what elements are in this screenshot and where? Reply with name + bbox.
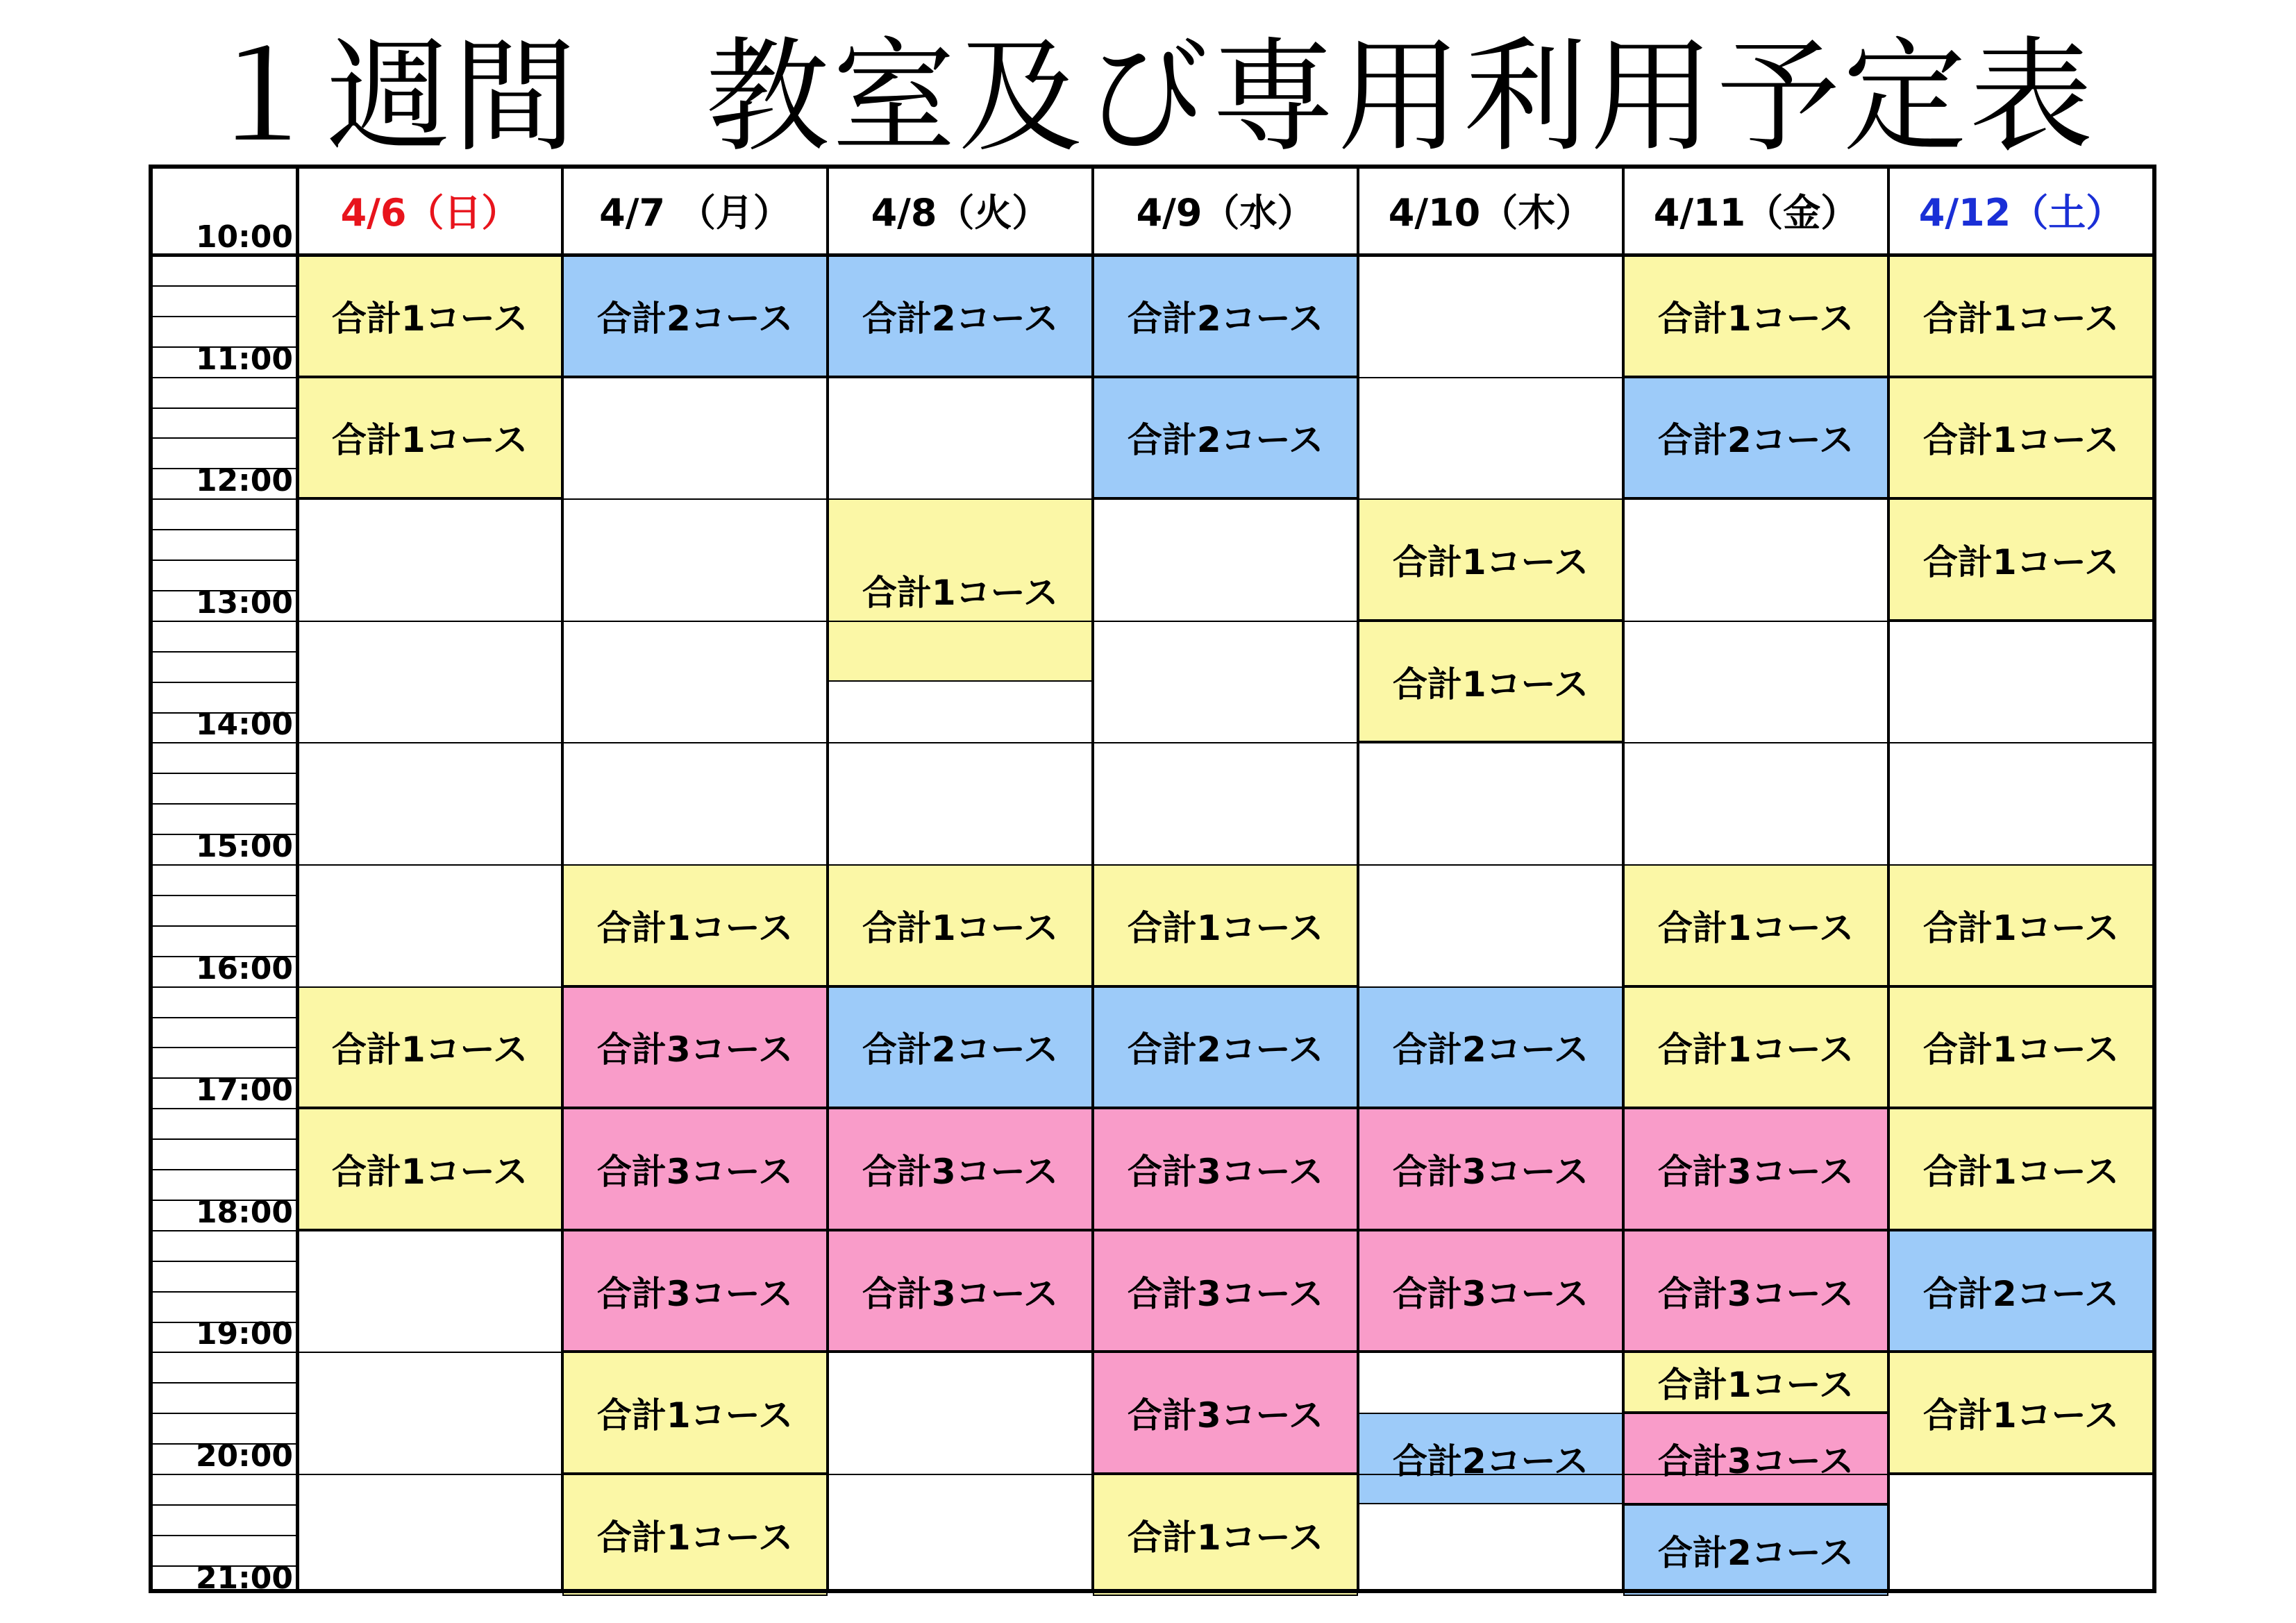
quarter-hour-tick <box>149 346 297 348</box>
hour-line <box>297 1474 2154 1475</box>
booking-block: 合計2コース <box>1888 1230 2154 1352</box>
column-divider <box>826 165 829 1593</box>
quarter-hour-tick <box>149 560 297 561</box>
quarter-hour-tick <box>149 468 297 469</box>
quarter-hour-tick <box>149 682 297 683</box>
booking-block: 合計3コース <box>1093 1352 1358 1474</box>
hour-line <box>297 621 2154 622</box>
booking-block: 合計3コース <box>1358 1230 1623 1352</box>
quarter-hour-tick <box>149 925 297 927</box>
quarter-hour-tick <box>149 437 297 439</box>
quarter-hour-tick <box>149 1443 297 1445</box>
booking-block: 合計1コース <box>1888 1352 2154 1474</box>
booking-block: 合計2コース <box>1623 1504 1888 1596</box>
quarter-hour-tick <box>149 1413 297 1414</box>
time-label: 21:00 <box>195 1560 293 1596</box>
quarter-hour-tick <box>149 834 297 835</box>
quarter-hour-tick <box>149 803 297 805</box>
booking-block: 合計2コース <box>1093 986 1358 1109</box>
booking-block: 合計1コース <box>562 1352 828 1474</box>
time-label: 18:00 <box>195 1194 293 1230</box>
quarter-hour-tick <box>149 1504 297 1506</box>
quarter-hour-tick <box>149 1230 297 1231</box>
column-divider <box>1091 165 1094 1593</box>
column-divider <box>296 165 299 1593</box>
quarter-hour-tick <box>149 529 297 530</box>
quarter-hour-tick <box>149 773 297 774</box>
quarter-hour-tick <box>149 986 297 988</box>
day-header-3: 4/9（水） <box>1136 190 1315 235</box>
quarter-hour-tick <box>149 1474 297 1475</box>
quarter-hour-tick <box>149 1261 297 1262</box>
time-label: 11:00 <box>195 341 293 377</box>
day-header-5: 4/11（金） <box>1653 190 1859 235</box>
quarter-hour-tick <box>149 1169 297 1170</box>
schedule-table <box>149 165 2156 1596</box>
booking-block: 合計3コース <box>1093 1108 1358 1230</box>
booking-block: 合計3コース <box>1623 1413 1888 1504</box>
day-header-4: 4/10（木） <box>1388 190 1593 235</box>
booking-block: 合計2コース <box>1358 1413 1623 1504</box>
quarter-hour-tick <box>149 651 297 653</box>
day-header-2: 4/8（火） <box>871 190 1050 235</box>
quarter-hour-tick <box>149 1382 297 1384</box>
column-divider <box>1357 165 1359 1593</box>
quarter-hour-tick <box>149 498 297 500</box>
header-divider <box>149 253 2156 257</box>
column-divider <box>561 165 564 1593</box>
booking-block: 合計1コース <box>1888 498 2154 621</box>
booking-block: 合計2コース <box>828 255 1093 377</box>
column-divider <box>1622 165 1625 1593</box>
time-label: 16:00 <box>195 950 293 986</box>
day-header-6: 4/12（土） <box>1918 190 2124 235</box>
hour-line <box>297 1108 2154 1109</box>
booking-block: 合計1コース <box>828 498 1093 681</box>
time-label: 15:00 <box>195 829 293 864</box>
hour-line <box>297 498 2154 500</box>
quarter-hour-tick <box>149 1200 297 1201</box>
quarter-hour-tick <box>149 712 297 714</box>
booking-block: 合計1コース <box>1888 377 2154 499</box>
booking-block: 合計2コース <box>828 986 1093 1109</box>
quarter-hour-tick <box>149 895 297 896</box>
booking-block: 合計2コース <box>1623 377 1888 499</box>
quarter-hour-tick <box>149 1047 297 1048</box>
day-header-0: 4/6（日） <box>340 190 519 235</box>
time-label: 14:00 <box>195 707 293 743</box>
quarter-hour-tick <box>149 1077 297 1079</box>
time-label: 17:00 <box>195 1073 293 1109</box>
quarter-hour-tick <box>149 621 297 622</box>
booking-block: 合計3コース <box>562 986 828 1109</box>
quarter-hour-tick <box>149 285 297 287</box>
booking-block: 合計3コース <box>1623 1108 1888 1230</box>
booking-block: 合計3コース <box>1093 1230 1358 1352</box>
booking-block: 合計2コース <box>1093 377 1358 499</box>
booking-block: 合計1コース <box>1358 498 1623 621</box>
booking-block: 合計1コース <box>562 1474 828 1596</box>
quarter-hour-tick <box>149 1017 297 1018</box>
booking-block: 合計1コース <box>828 864 1093 986</box>
quarter-hour-tick <box>149 1322 297 1323</box>
quarter-hour-tick <box>149 590 297 591</box>
booking-block: 合計1コース <box>297 255 562 377</box>
booking-block: 合計3コース <box>828 1230 1093 1352</box>
booking-block: 合計1コース <box>297 1108 562 1230</box>
booking-block: 合計3コース <box>562 1108 828 1230</box>
booking-block: 合計1コース <box>1888 255 2154 377</box>
time-label: 12:00 <box>195 463 293 499</box>
quarter-hour-tick <box>149 1108 297 1109</box>
quarter-hour-tick <box>149 1352 297 1353</box>
booking-block: 合計1コース <box>562 864 828 986</box>
hour-line <box>297 377 2154 378</box>
day-header-1: 4/7 （月） <box>599 190 791 235</box>
time-label: 19:00 <box>195 1316 293 1352</box>
quarter-hour-tick <box>149 316 297 317</box>
booking-block: 合計2コース <box>562 255 828 377</box>
column-divider <box>1887 165 1890 1593</box>
quarter-hour-tick <box>149 864 297 866</box>
booking-block: 合計1コース <box>1093 1474 1358 1596</box>
booking-block: 合計3コース <box>1358 1108 1623 1230</box>
quarter-hour-tick <box>149 956 297 957</box>
booking-block: 合計1コース <box>297 377 562 499</box>
hour-line <box>297 864 2154 866</box>
booking-block: 合計1コース <box>1358 621 1623 743</box>
quarter-hour-tick <box>149 1565 297 1567</box>
booking-block: 合計2コース <box>1358 986 1623 1109</box>
time-label: 20:00 <box>195 1438 293 1474</box>
booking-block: 合計1コース <box>1623 864 1888 986</box>
time-label: 10:00 <box>195 219 293 255</box>
quarter-hour-tick <box>149 377 297 378</box>
booking-block: 合計1コース <box>1888 986 2154 1109</box>
quarter-hour-tick <box>149 1535 297 1536</box>
hour-line <box>297 1230 2154 1231</box>
booking-block: 合計1コース <box>1888 864 2154 986</box>
booking-block: 合計3コース <box>828 1108 1093 1230</box>
booking-block: 合計2コース <box>1093 255 1358 377</box>
time-label: 13:00 <box>195 585 293 621</box>
booking-block: 合計1コース <box>1623 986 1888 1109</box>
booking-block: 合計1コース <box>1623 255 1888 377</box>
booking-block: 合計3コース <box>562 1230 828 1352</box>
page-title: １週間 教室及び専用利用予定表 <box>200 25 2096 169</box>
booking-block: 合計1コース <box>1623 1352 1888 1413</box>
hour-line <box>297 986 2154 988</box>
booking-block: 合計1コース <box>1093 864 1358 986</box>
hour-line <box>297 742 2154 743</box>
quarter-hour-tick <box>149 1291 297 1293</box>
hour-line <box>297 1352 2154 1353</box>
booking-block: 合計3コース <box>1623 1230 1888 1352</box>
quarter-hour-tick <box>149 1138 297 1140</box>
quarter-hour-tick <box>149 742 297 743</box>
quarter-hour-tick <box>149 407 297 409</box>
booking-block: 合計1コース <box>1888 1108 2154 1230</box>
booking-block: 合計1コース <box>297 986 562 1109</box>
